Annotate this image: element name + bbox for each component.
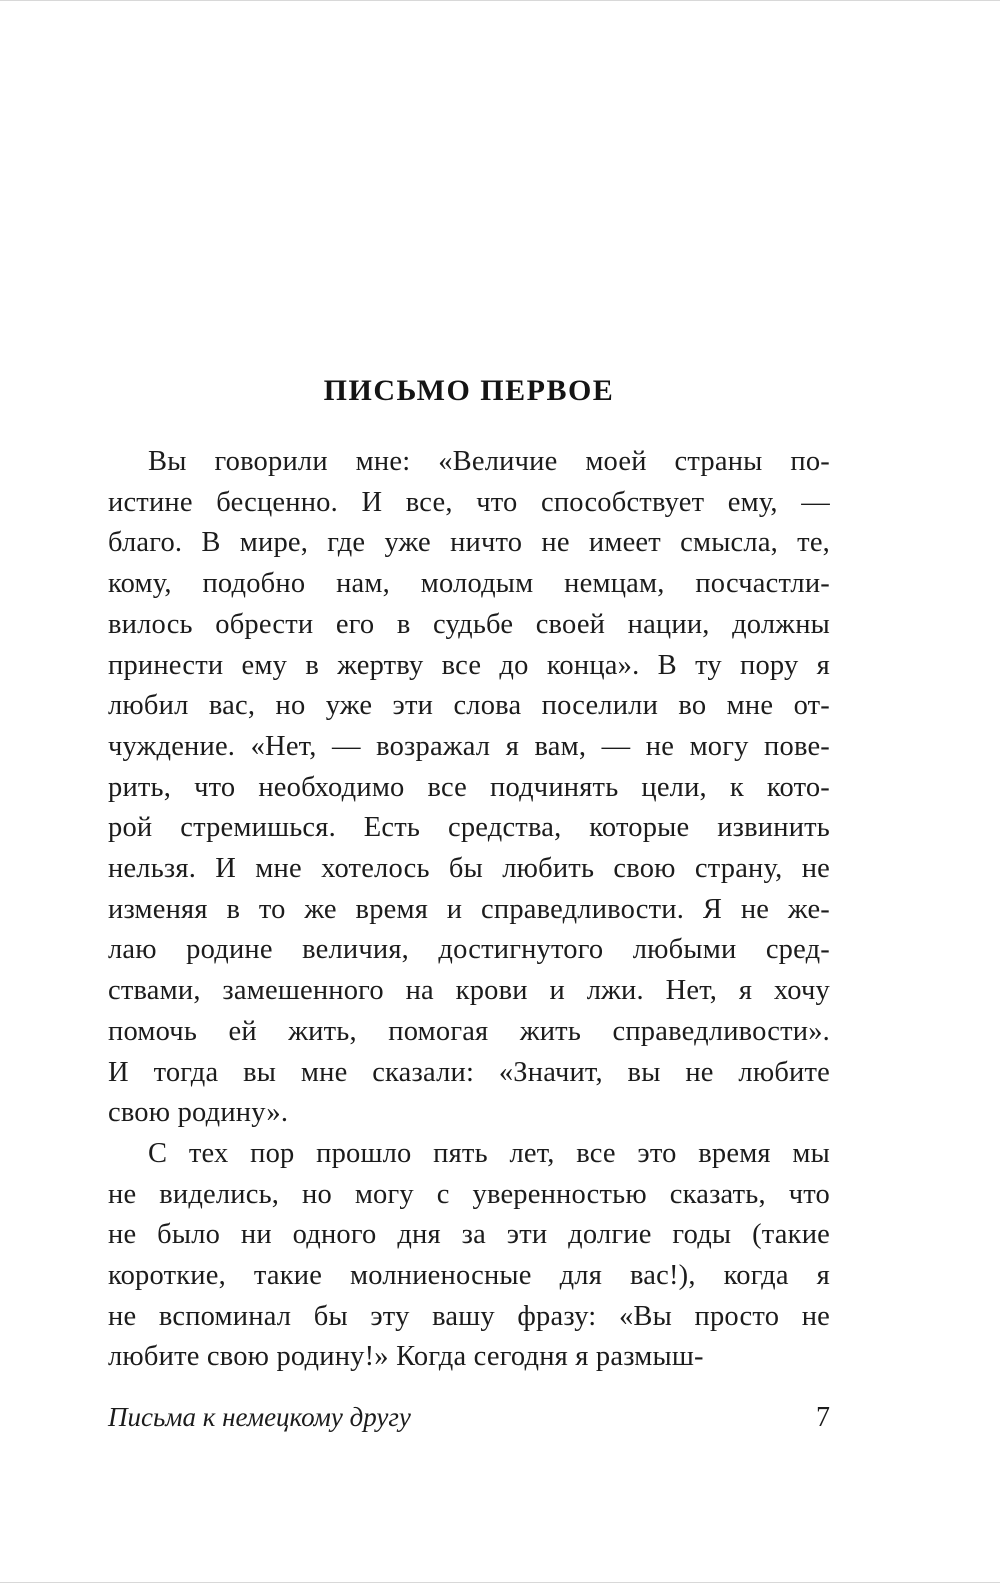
running-footer-book-title: Письма к немецкому другу — [108, 1402, 411, 1432]
paragraph — [108, 1134, 830, 1378]
text-line: любите свою родину!» Когда сегодня я размыш- — [108, 1341, 704, 1373]
text-line: принести ему в жертву все до конца». В ту пору я — [108, 649, 830, 681]
text-line: рой стремишься. Есть средства, которые извинить — [108, 812, 830, 844]
text-line: нельзя. И мне хотелось бы любить свою страну, не — [108, 853, 830, 885]
text-line: Вы говорили мне: «Величие моей страны по- — [148, 446, 830, 477]
text-line: лаю родине величия, достигнутого любыми сред- — [108, 934, 830, 966]
text-line: вилось обрести его в судьбе своей нации, должны — [108, 608, 830, 640]
text-line: свою родину». — [108, 1097, 289, 1129]
paragraph — [108, 442, 830, 1134]
text-line: чуждение. «Нет, — возражал я вам, — не могу пове- — [108, 730, 830, 762]
text-line: С тех пор прошло пять лет, все это время мы — [148, 1137, 830, 1169]
text-line: И тогда вы мне сказали: «Значит, вы не любите — [108, 1056, 830, 1088]
text-line: любил вас, но уже эти слова поселили во мне от- — [108, 690, 830, 722]
text-line: изменяя в то же время и справедливости. Я не же- — [108, 893, 830, 925]
chapter-title: ПИСЬМО ПЕРВОЕ — [323, 374, 615, 407]
text-line: не было ни одного дня за эти долгие годы (такие — [108, 1219, 830, 1251]
text-line: ствами, замешенного на крови и лжи. Нет, я хочу — [108, 975, 830, 1007]
text-line: рить, что необходимо все подчинять цели, к кото- — [108, 771, 830, 803]
text-line: не вспоминал бы эту вашу фразу: «Вы просто не — [108, 1300, 830, 1332]
text-line: кому, подобно нам, молодым немцам, посчастли- — [108, 568, 830, 600]
text-line: короткие, такие молниеносные для вас!), когда я — [108, 1260, 830, 1292]
page-footer — [108, 1402, 830, 1434]
page-top-edge — [0, 0, 1000, 1]
text-line: благо. В мире, где уже ничто не имеет смысла, те, — [108, 527, 830, 559]
text-line: не виделись, но могу с уверенностью сказать, что — [108, 1178, 830, 1210]
text-line: помочь ей жить, помогая жить справедливости». — [108, 1015, 830, 1047]
page-number: 7 — [816, 1402, 830, 1433]
body-text — [108, 442, 830, 1378]
text-line: истине бесценно. И все, что способствует ему, — — [108, 486, 830, 518]
